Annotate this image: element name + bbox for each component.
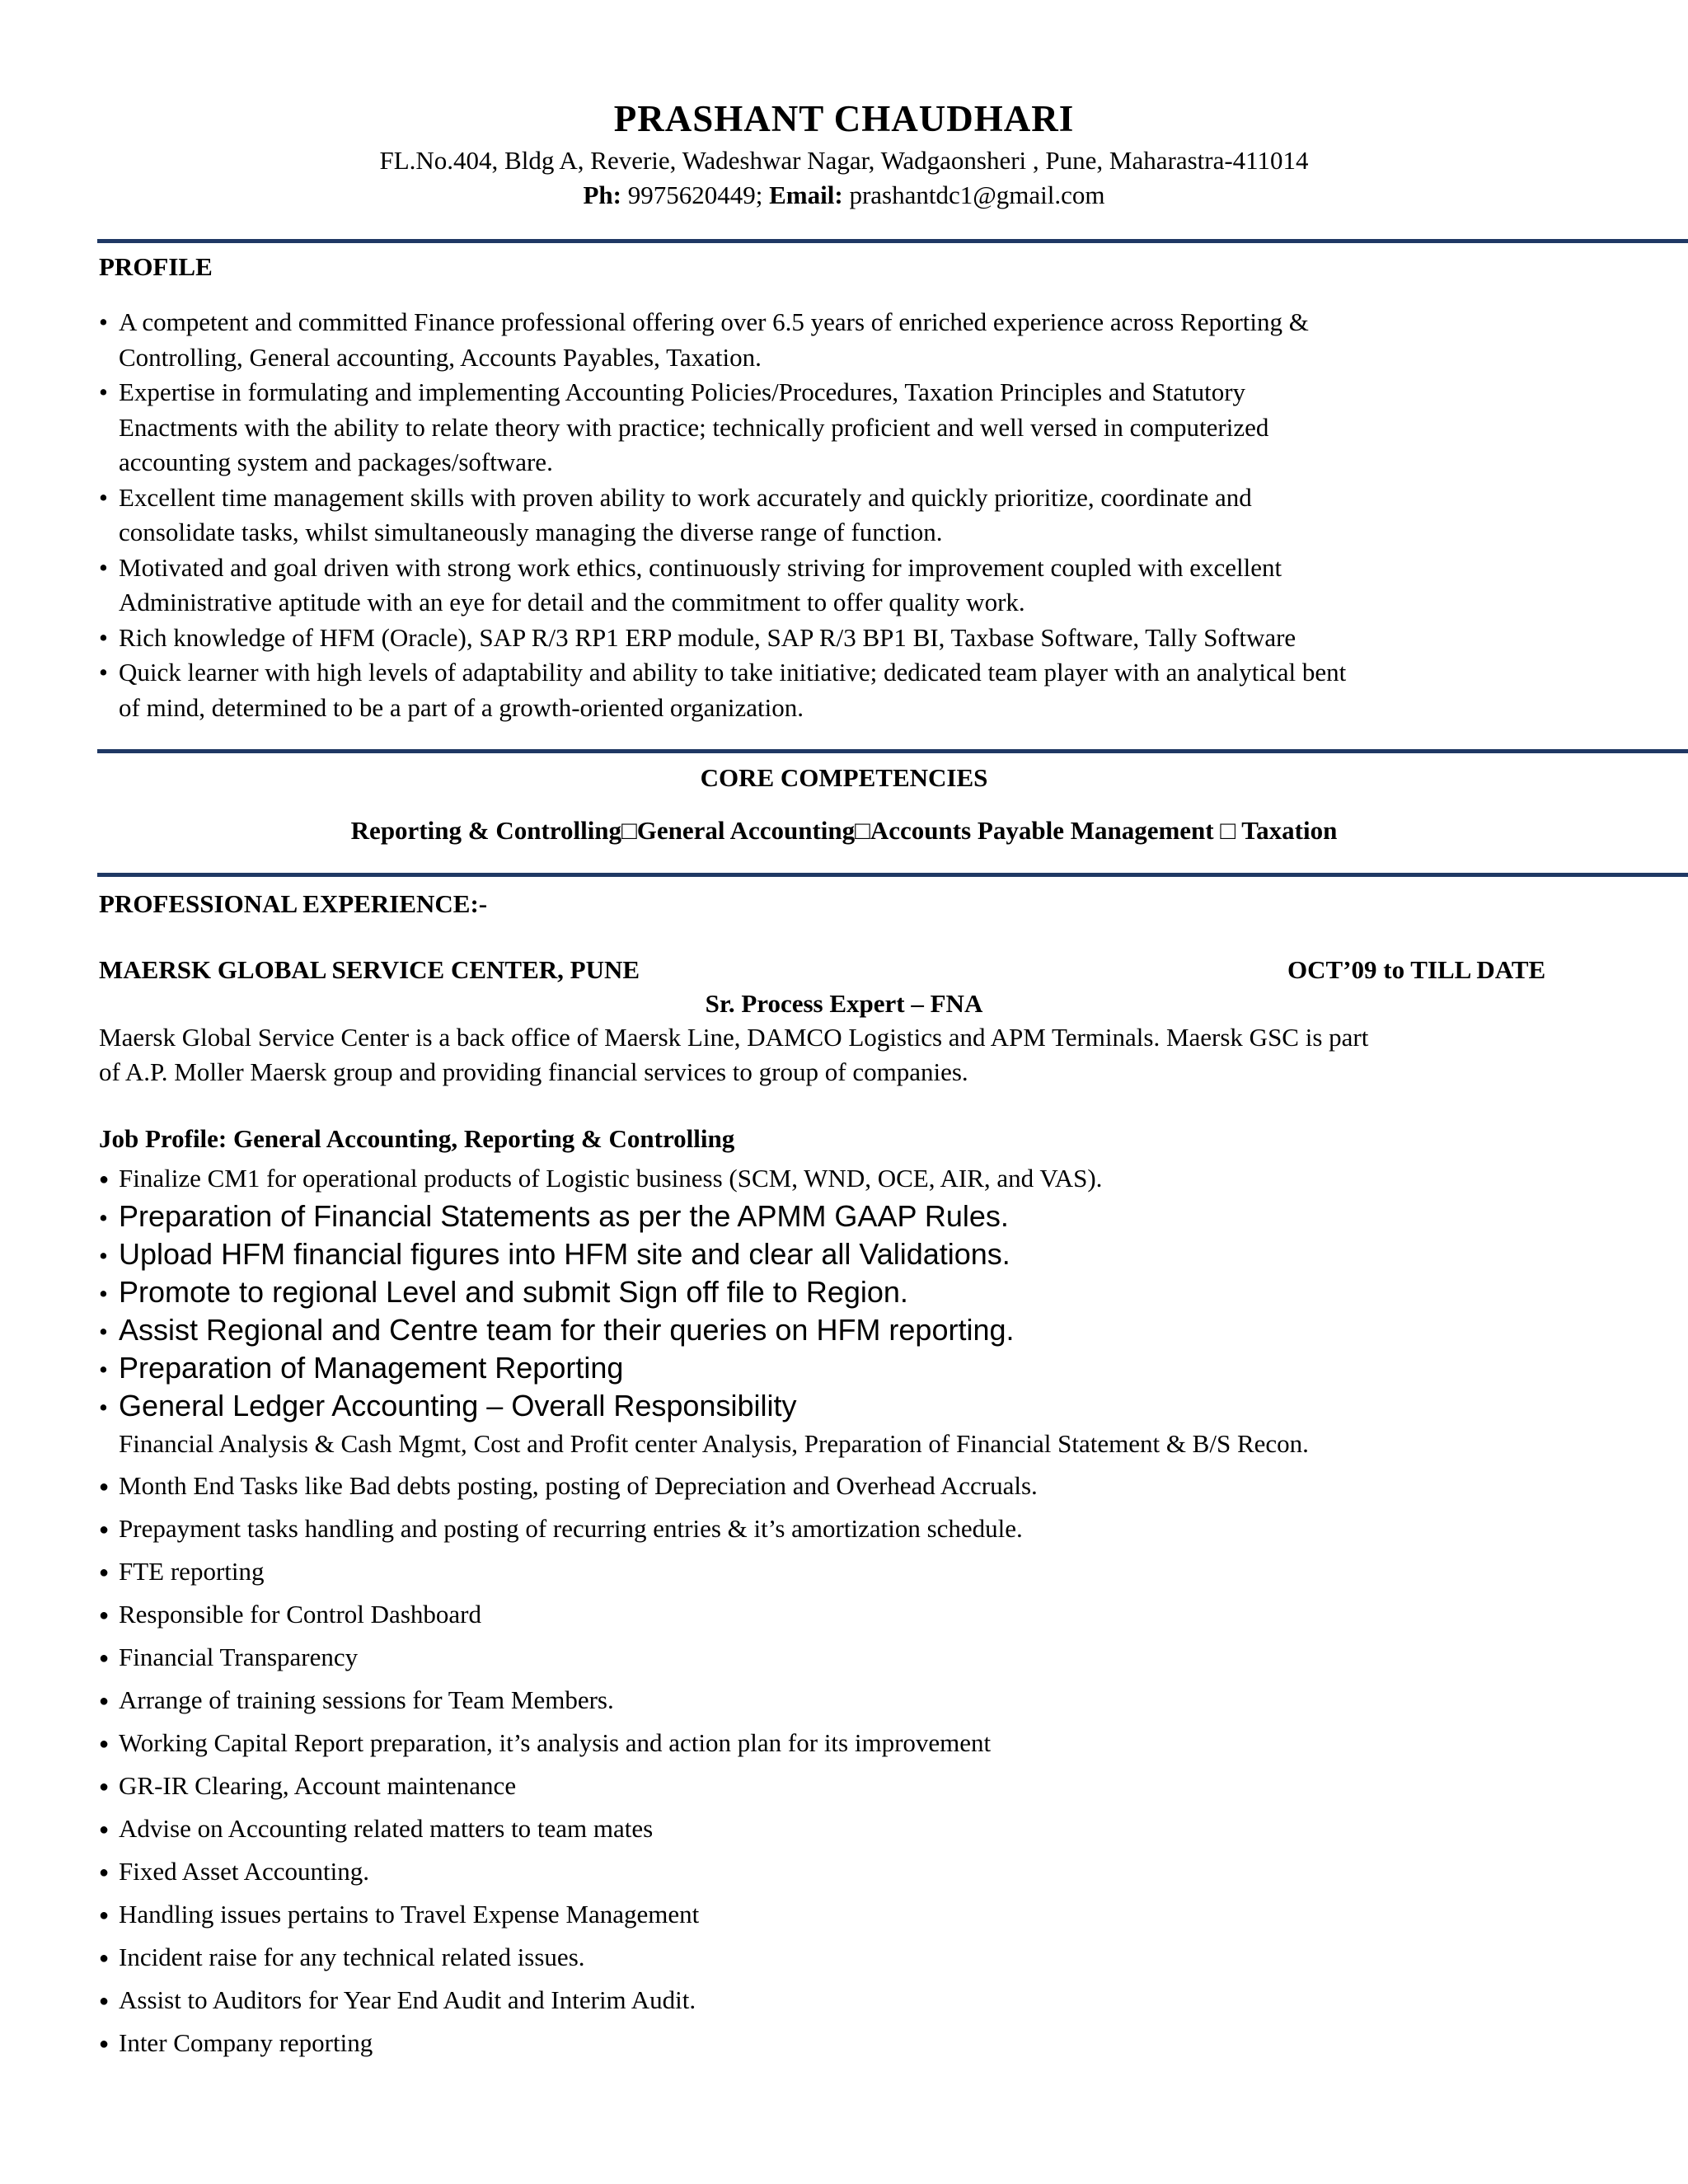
list-item: ● Inter Company reporting (99, 2022, 1665, 2064)
phone-number: 9975620449; (627, 180, 763, 209)
profile-line: Administrative aptitude with an eye for detail and the commitment to offer quality work. (119, 588, 1025, 616)
responsibility-list-b (99, 1465, 1665, 2064)
responsibility-list-a (99, 1160, 1665, 1463)
profile-line: • A competent and committed Finance professional offering over 6.5 years of enriched experience across Reporting & (99, 305, 1599, 340)
profile-heading: PROFILE (99, 252, 213, 281)
email-address: prashantdc1@gmail.com (849, 180, 1105, 209)
list-item: ● GR-IR Clearing, Account maintenance (99, 1765, 1665, 1807)
contact-line (0, 180, 1688, 210)
separator: □ (855, 816, 870, 845)
profile-line: • Expertise in formulating and implementing Accounting Policies/Procedures, Taxation Principles and Statutory (99, 375, 1599, 410)
competency: Accounts Payable Management (870, 816, 1221, 845)
gl-detail: Financial Analysis & Cash Mgmt, Cost and Profit center Analysis, Preparation of Financial Statement & B/S Recon. (119, 1429, 1309, 1458)
list-item: • Upload HFM financial figures into HFM site and clear all Validations. (99, 1235, 1665, 1273)
list-item: • Promote to regional Level and submit Sign off file to Region. (99, 1273, 1665, 1311)
profile-line: • Quick learner with high levels of adaptability and ability to take initiative; dedicated team player with an analytical bent (99, 655, 1599, 691)
profile-line: • Rich knowledge of HFM (Oracle), SAP R/3 RP1 ERP module, SAP R/3 BP1 BI, Taxbase Software, Tally Software (99, 621, 1599, 656)
profile-line: accounting system and packages/software. (119, 448, 553, 476)
list-item: • Preparation of Financial Statements as per the APMM GAAP Rules. (99, 1197, 1665, 1235)
list-item: • General Ledger Accounting – Overall Responsibility (99, 1387, 1665, 1425)
experience-heading: PROFESSIONAL EXPERIENCE:- (99, 889, 488, 918)
profile-line: • Excellent time management skills with proven ability to work accurately and quickly prioritize, coordinate and (99, 480, 1599, 516)
competency: Reporting & Controlling (350, 816, 622, 845)
company-description: of A.P. Moller Maersk group and providing financial services to group of companies. (99, 1057, 968, 1086)
company-description: Maersk Global Service Center is a back office of Maersk Line, DAMCO Logistics and APM Terminals. Maersk GSC is part (99, 1023, 1369, 1052)
divider (97, 749, 1688, 753)
list-item: • Preparation of Management Reporting (99, 1349, 1665, 1387)
list-item: ● Prepayment tasks handling and posting of recurring entries & it’s amortization schedule. (99, 1507, 1665, 1550)
address: FL.No.404, Bldg A, Reverie, Wadeshwar Nagar, Wadgaonsheri , Pune, Maharastra-411014 (379, 146, 1309, 175)
list-item: ● Assist to Auditors for Year End Audit and Interim Audit. (99, 1979, 1665, 2022)
separator: □ (1220, 816, 1236, 845)
list-item: ● FTE reporting (99, 1550, 1665, 1593)
core-heading: CORE COMPETENCIES (700, 763, 988, 792)
list-item: ● Incident raise for any technical related issues. (99, 1936, 1665, 1979)
profile-line: Enactments with the ability to relate theory with practice; technically proficient and well versed in computerized (119, 412, 1269, 442)
list-item: ● Arrange of training sessions for Team Members. (99, 1679, 1665, 1722)
profile-line: • Motivated and goal driven with strong work ethics, continuously striving for improvement coupled with excellent (99, 551, 1599, 586)
competency: Taxation (1236, 816, 1338, 845)
profile-line: Controlling, General accounting, Accounts Payables, Taxation. (119, 342, 762, 372)
list-item: ● Fixed Asset Accounting. (99, 1850, 1665, 1893)
list-item: ● Month End Tasks like Bad debts posting, posting of Depreciation and Overhead Accruals. (99, 1465, 1665, 1507)
competency: General Accounting (636, 816, 856, 845)
profile-line: consolidate tasks, whilst simultaneously managing the diverse range of function. (119, 518, 943, 546)
profile-line: of mind, determined to be a part of a growth-oriented organization. (119, 692, 804, 722)
list-item: ● Handling issues pertains to Travel Expense Management (99, 1893, 1665, 1936)
job-profile-heading: Job Profile: General Accounting, Reporting & Controlling (99, 1124, 735, 1153)
list-item: ● Responsible for Control Dashboard (99, 1593, 1665, 1636)
separator: □ (621, 816, 637, 845)
core-competency-list (0, 816, 1688, 846)
employment-dates: OCT’09 to TILL DATE (1287, 955, 1546, 984)
divider (97, 873, 1688, 877)
profile-list (99, 305, 1599, 725)
list-item: ● Financial Transparency (99, 1636, 1665, 1679)
list-item: ● Advise on Accounting related matters to team mates (99, 1807, 1665, 1850)
company-name: MAERSK GLOBAL SERVICE CENTER, PUNE (99, 955, 640, 984)
list-item: ● Working Capital Report preparation, it’s analysis and action plan for its improvement (99, 1722, 1665, 1765)
candidate-name: PRASHANT CHAUDHARI (613, 98, 1075, 139)
phone-label: Ph: (583, 180, 621, 209)
list-item: • Assist Regional and Centre team for their queries on HFM reporting. (99, 1311, 1665, 1349)
divider (97, 239, 1688, 243)
email-label: Email: (769, 180, 843, 209)
job-role: Sr. Process Expert – FNA (705, 989, 983, 1018)
list-item: ● Finalize CM1 for operational products of Logistic business (SCM, WND, OCE, AIR, and VAS). (99, 1160, 1665, 1197)
